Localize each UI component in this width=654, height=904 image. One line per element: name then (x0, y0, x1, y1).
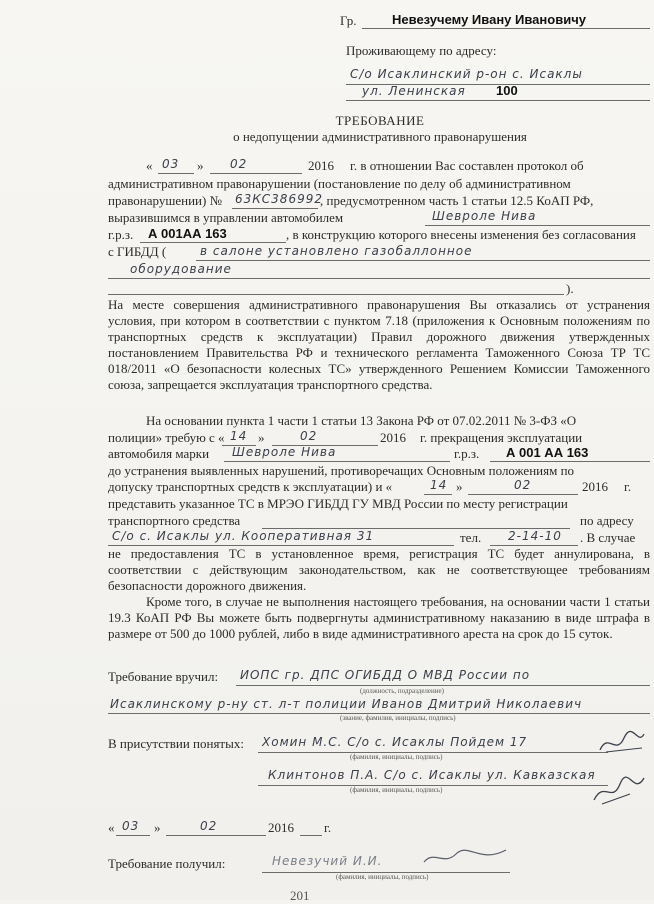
deadline-day: 14 (430, 478, 448, 492)
witness1-signature (598, 728, 648, 758)
handed-handwritten-1: ИОПС гр. ДПС ОГИБДД О МВД России по (240, 668, 531, 682)
to-label: Гр. (340, 13, 357, 28)
date-month: 02 (230, 157, 248, 171)
handed-label: Требование вручил: (108, 669, 219, 684)
plate2-number: А 001 АА 163 (506, 445, 589, 460)
para4-line2-pre: допуску транспортных средств к эксплуатации) и « (108, 479, 393, 494)
address-label: Проживающему по адресу: (346, 43, 497, 58)
para3-line2-post: г. прекращения эксплуатации (420, 430, 583, 445)
sign-month: 02 (200, 819, 218, 833)
line2-text: административном правонарушении (постановление по делу об административном (108, 176, 571, 191)
document-subtitle: о недопущении административного правонарушения (233, 129, 527, 144)
witnesses-label: В присутствии понятых: (108, 736, 244, 751)
para3-line2-pre: полиции» требую с « (108, 430, 225, 445)
receiver-signature (420, 846, 510, 870)
tel-label: тел. (460, 530, 482, 545)
sign-date-close-quote: » (154, 820, 161, 835)
paragraph-registration: не предоставления ТС в установленное время, регистрация ТС будет аннулирована, в соответствии с действующим законодательством, как не соответствующее требованиям безопасности дорожного движения. (108, 546, 650, 593)
witness2-signature (590, 770, 648, 810)
deadline-mid-quote: » (456, 479, 463, 494)
close-paren: ). (566, 281, 574, 296)
document-title: ТРЕБОВАНИЕ (335, 113, 425, 128)
recipient-name: Невезучему Ивану Ивановичу (392, 12, 586, 27)
deadline-month: 02 (514, 478, 532, 492)
line1-text: г. в отношении Вас составлен протокол об (350, 158, 584, 173)
tel-handwritten: 2-14-10 (508, 529, 562, 543)
paragraph-penalty: Кроме того, в случае не выполнения настоящего требования, на основании части 1 статьи 19.3 КоАП РФ Вы можете быть подвергнуты административному наказанию в виде штрафа в размере от 500 до 1000 рублей, либо в виде административного ареста на срок до 15 суток. (108, 594, 650, 641)
car-model-handwritten: Шевроле Нива (432, 209, 537, 223)
plate-rest-text: , в конструкцию которого внесены изменения без согласования (286, 227, 636, 242)
received-handwritten: Невезучий И.И. (272, 854, 383, 868)
position-caption: (должность, подразделение) (360, 687, 444, 695)
bottom-cut-text: 201 (290, 888, 310, 903)
req-year: 2016 (380, 430, 406, 445)
plate2-label: г.р.з. (454, 446, 480, 461)
witness2-handwritten: Клинтонов П.А. С/о с. Исаклы ул. Кавказская (268, 768, 596, 782)
sign-day: 03 (122, 819, 140, 833)
para4-line1: до устранения выявленных нарушений, противоречащих Основным положениям по (108, 463, 575, 478)
date-close-quote: » (197, 158, 204, 173)
date-year: 2016 (308, 158, 334, 173)
witness1-handwritten: Хомин М.С. С/о с. Исаклы Пойдем 17 (262, 735, 528, 749)
sign-year: 2016 (268, 820, 294, 835)
name-caption-3: (фамилия, инициалы, подпись) (350, 786, 443, 794)
vehicle-address-handwritten: С/о с. Исаклы ул. Кооперативная 31 (112, 529, 375, 543)
address-handwritten-1: С/о Исаклинский р-он с. Исаклы (350, 67, 583, 81)
address-handwritten-2: ул. Ленинская (362, 84, 466, 98)
name-caption-1: (звание, фамилия, инициалы, подпись) (340, 714, 456, 722)
para4-line3: представить указанное ТС в МРЭО ГИБДД ГУ МВД России по месту регистрации (108, 496, 568, 511)
car-brand-label: автомобиля марки (108, 446, 210, 461)
protocol-number: 63КС386992 (235, 192, 323, 206)
line3-text-b: , предусмотренном часть 1 статьи 12.5 КоАП РФ, (320, 193, 594, 208)
handed-handwritten-2: Исаклинскому р-ну ст. л-т полиции Иванов Дмитрий Николаевич (110, 697, 583, 711)
paragraph-refusal: На месте совершения административного правонарушения Вы отказались от устранения условия, при котором в соответствии с пунктом 7.18 (приложения к Основным положениям по транспортных средств к эксплуатации) Правил дорожного движения утвержденных постановлением Правительства РФ и технического регламента Таможенного Союза ТР ТС 018/2011 «О безопасности колесных ТС» утвержденного Решением Комиссии Таможенного союза, запрещается эксплуатация транспортного средства. (108, 297, 650, 392)
deadline-year: 2016 (582, 479, 608, 494)
gibdd-label: с ГИБДД ( (108, 244, 167, 259)
plate-label: г.р.з. (108, 227, 134, 242)
gibdd-handwritten-2: оборудование (130, 262, 232, 276)
req-mid-quote: » (258, 430, 265, 445)
plate-number: А 001АА 163 (148, 226, 227, 241)
para3-line1: На основании пункта 1 части 1 статьи 13 Закона РФ от 07.02.2011 № 3-ФЗ «О (146, 413, 577, 428)
house-number: 100 (496, 83, 518, 98)
name-caption-2: (фамилия, инициалы, подпись) (350, 753, 443, 761)
date-open-quote: « (146, 158, 153, 173)
car-brand-handwritten: Шевроле Нива (232, 445, 337, 459)
req-day: 14 (230, 429, 248, 443)
received-label: Требование получил: (108, 856, 226, 871)
para4-line4-a: транспортного средства (108, 513, 241, 528)
name-caption-4: (фамилия, инициалы, подпись) (336, 873, 429, 881)
date-day: 03 (162, 157, 180, 171)
deadline-g: г. (624, 479, 632, 494)
para4-line4-b: по адресу (580, 513, 634, 528)
line4-text: выразившимся в управлении автомобилем (108, 210, 344, 225)
line3-text-a: правонарушении) № (108, 193, 222, 208)
para4-line5-post: . В случае (580, 530, 636, 545)
sign-g: г. (324, 820, 332, 835)
gibdd-handwritten-1: в салоне установлено газобаллонное (200, 244, 473, 258)
sign-date-open-quote: « (108, 820, 115, 835)
req-month: 02 (300, 429, 318, 443)
